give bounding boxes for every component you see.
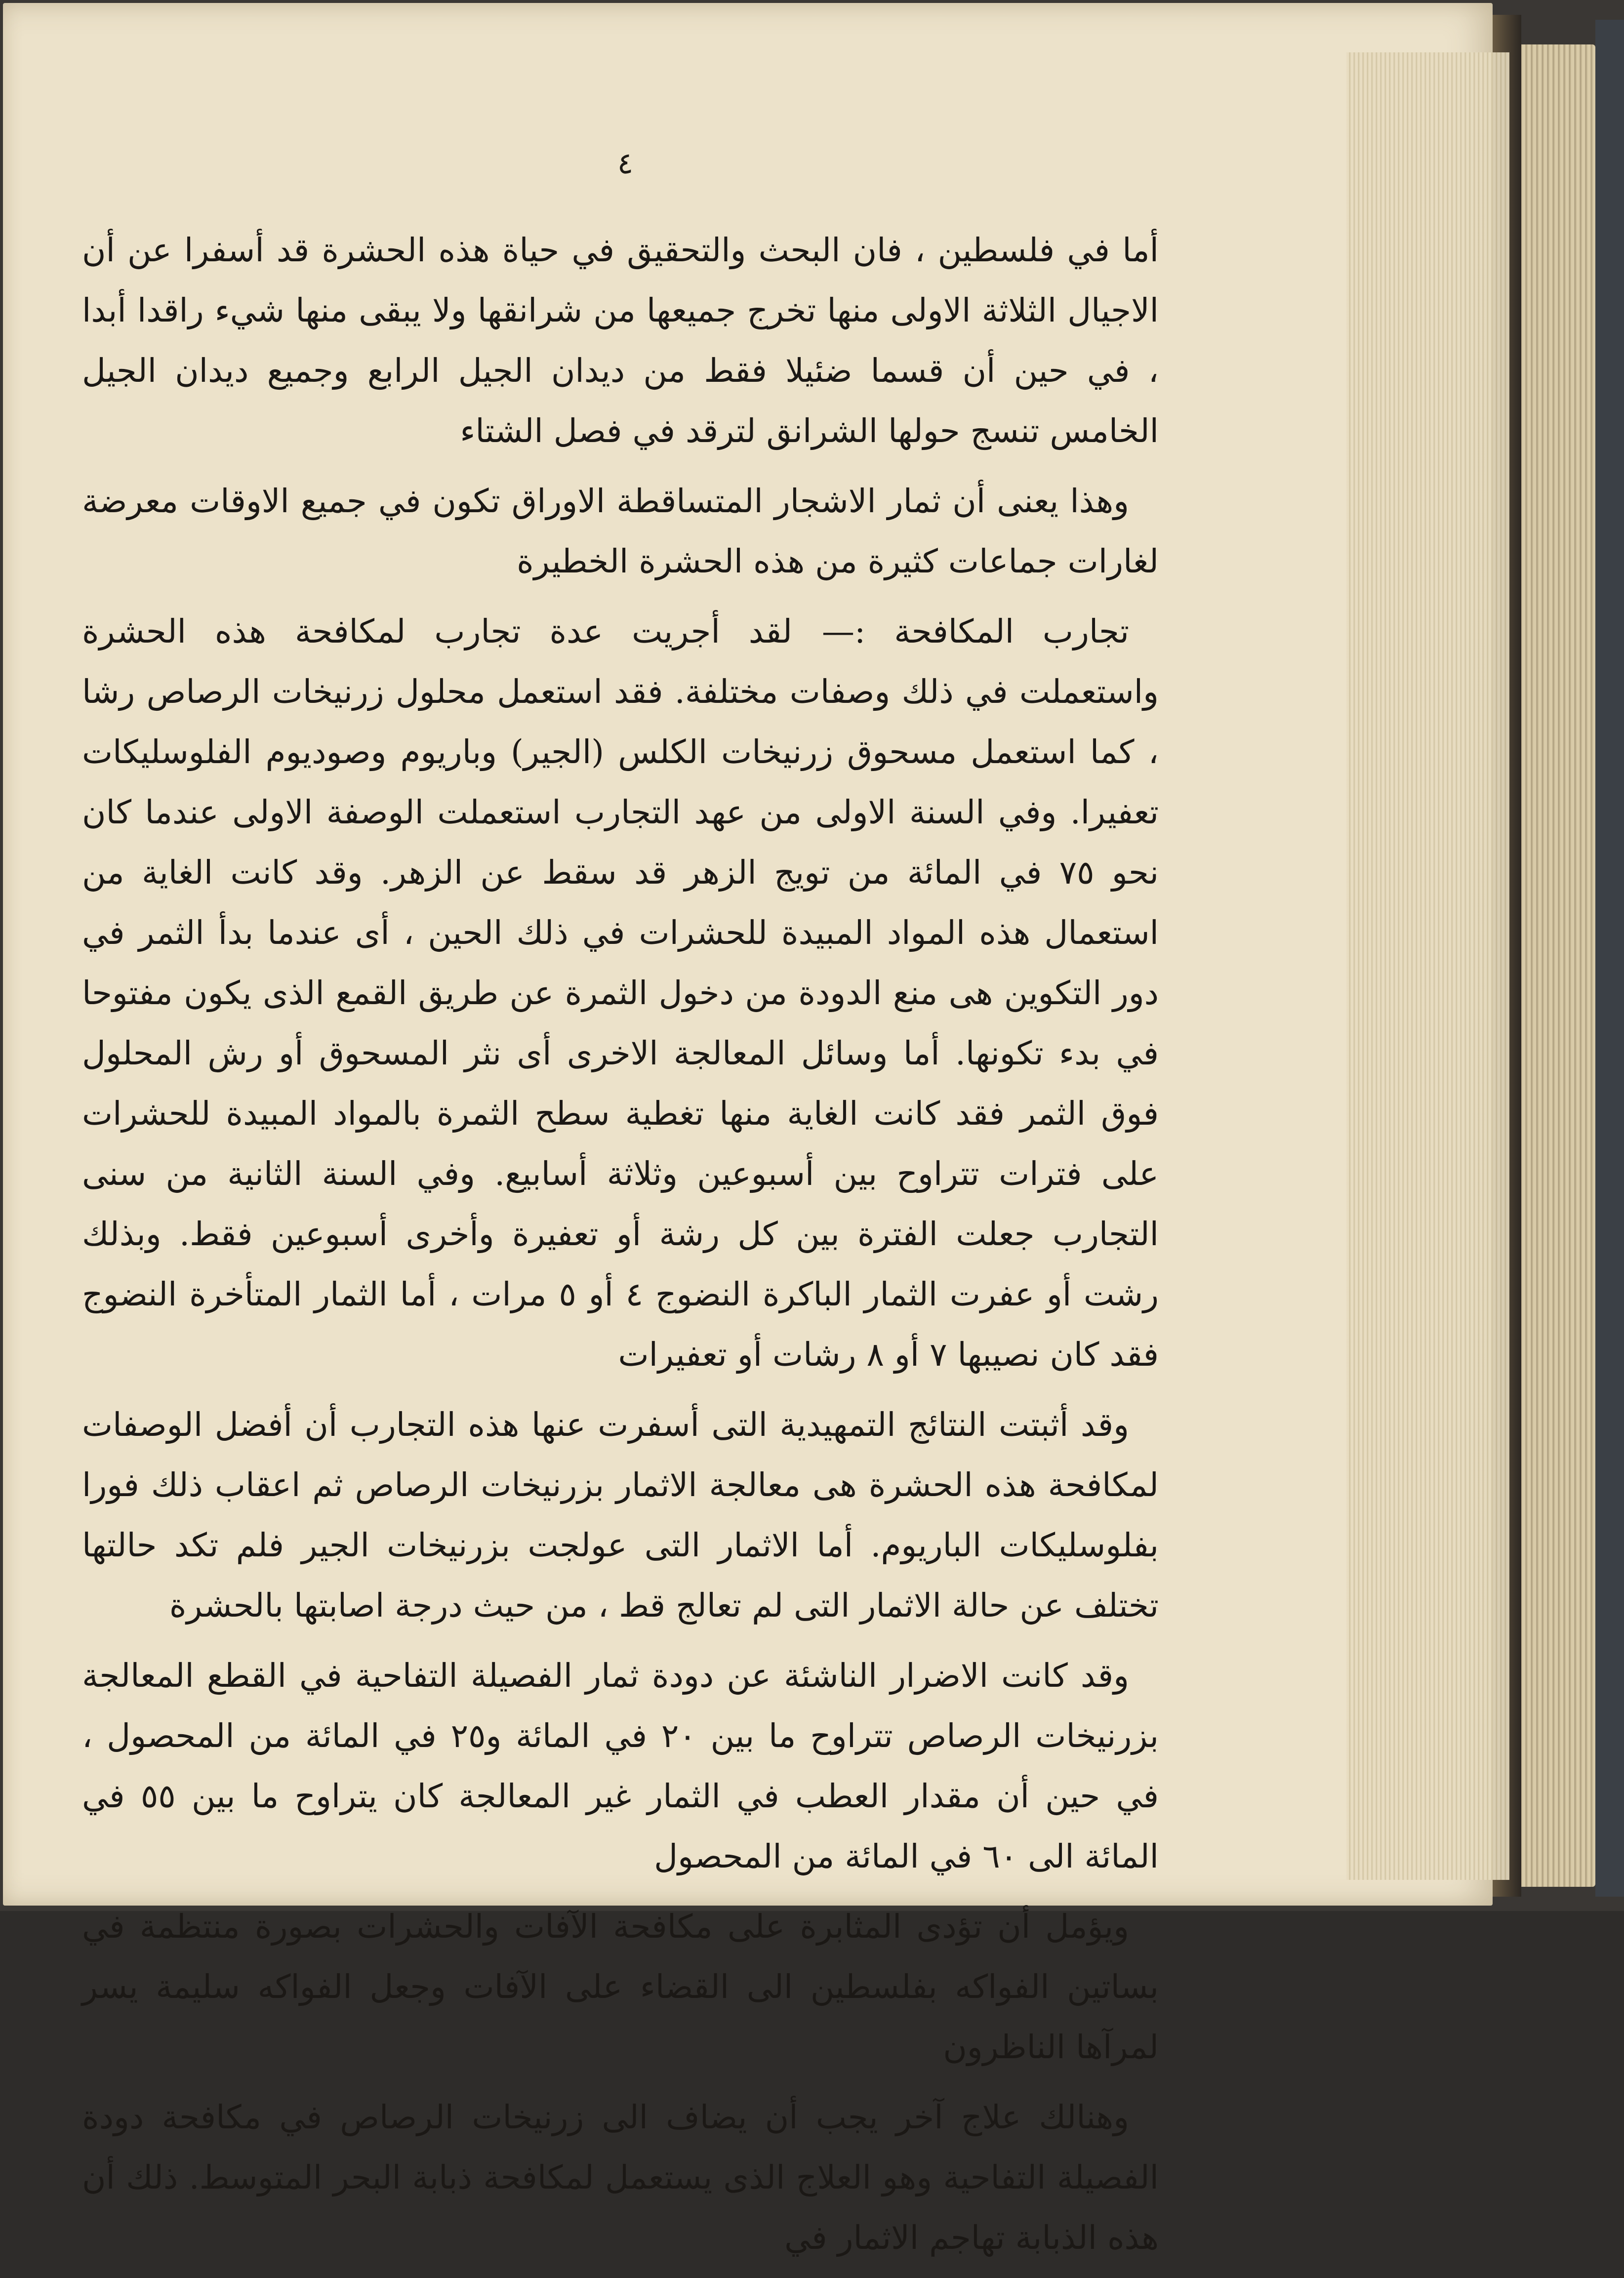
paragraph-results: وقد أثبتت النتائج التمهيدية التى أسفرت عنها هذه التجارب أن أفضل الوصفات لمكافحة هذه الحشرة هى معالجة الاثمار بزرنيخات الرصاص ثم اعقاب ذلك فورا بفلوسليكات الباريوم. أما الاثمار التى عولجت بزرنيخات الجير فلم تكد حالتها تختلف عن حالة الاثمار التى لم تعالج قط ، من حيث درجة اصابتها بالحشرة bbox=[82, 1406, 1159, 1625]
paragraph-palestine-lifecycle: أما في فلسطين ، فان البحث والتحقيق في حياة هذه الحشرة قد أسفرا عن أن الاجيال الثلاثة الاولى منها تخرج جميعها من شرانقها ولا يبقى منها شيء راقدا أبدا ، في حين أن قسما ضئيلا فقط من ديدان الجيل الرابع وجميع ديدان الجيل الخامس تنسج حولها الشرانق لترقد في فصل الشتاء bbox=[82, 231, 1159, 450]
book-cover-edge bbox=[1595, 20, 1624, 1897]
experiments-heading: تجارب المكافحة :— bbox=[821, 612, 1129, 651]
body-text bbox=[82, 220, 1159, 2278]
paragraph-experiments bbox=[82, 602, 1159, 1385]
page-stack-right bbox=[1511, 44, 1595, 1887]
page-edges bbox=[1346, 52, 1509, 1880]
paragraph-other-treatment: وهنالك علاج آخر يجب أن يضاف الى زرنيخات الرصاص في مكافحة دودة الفصيلة التفاحية وهو العلاج الذى يستعمل لمكافحة ذبابة البحر المتوسط. ذلك أن هذه الذبابة تهاجم الاثمار في bbox=[82, 2098, 1159, 2257]
book-page bbox=[3, 3, 1493, 2257]
experiments-body: لقد أجريت عدة تجارب لمكافحة هذه الحشرة واستعملت في ذلك وصفات مختلفة. فقد استعمل محلول زرنيخات الرصاص رشا ، كما استعمل مسحوق زرنيخات الكلس (الجير) وباريوم وصوديوم الفلوسليكات تعفيرا. وفي السنة الاولى من عهد التجارب استعملت الوصفة الاولى عندما كان نحو ٧٥ في المائة من تويج الزهر قد سقط عن الزهر. وقد كانت الغاية من استعمال هذه المواد المبيدة للحشرات في ذلك الحين ، أى عندما بدأ الثمر في دور التكوين هى منع الدودة من دخول الثمرة عن طريق القمع الذى يكون مفتوحا في بدء تكونها. أما وسائل المعالجة الاخرى أى نثر المسحوق أو رش المحلول فوق الثمر فقد كانت الغاية منها تغطية سطح الثمرة بالمواد المبيدة للحشرات على فترات تتراوح بين أسبوعين وثلاثة أسابيع. وفي السنة الثانية من سنى التجارب جعلت الفترة بين كل رشة أو تعفيرة وأخرى أسبوعين فقط. وبذلك رشت أو عفرت الثمار الباكرة النضوج ٤ أو ٥ مرات ، أما الثمار المتأخرة النضوج فقد كان نصيبها ٧ أو ٨ رشات أو تعفيرات bbox=[82, 612, 1159, 1374]
paragraph-hope: ويؤمل أن تؤدى المثابرة على مكافحة الآفات والحشرات بصورة منتظمة في بساتين الفواكه بفلسطين الى القضاء على الآفات وجعل الفواكه سليمة يسر لمرآها الناظرون bbox=[82, 1908, 1159, 2066]
paragraph-damage: وقد كانت الاضرار الناشئة عن دودة ثمار الفصيلة التفاحية في القطع المعالجة بزرنيخات الرصاص تتراوح ما بين ٢٠ في المائة و٢٥ في المائة من المحصول ، في حين أن مقدار العطب في الثمار غير المعالجة كان يتراوح ما بين ٥٥ في المائة الى ٦٠ في المائة من المحصول bbox=[82, 1657, 1159, 1875]
paragraph-exposure: وهذا يعنى أن ثمار الاشجار المتساقطة الاوراق تكون في جميع الاوقات معرضة لغارات جماعات كثيرة من هذه الحشرة الخطيرة bbox=[82, 482, 1159, 580]
page-number: ٤ bbox=[617, 146, 634, 181]
